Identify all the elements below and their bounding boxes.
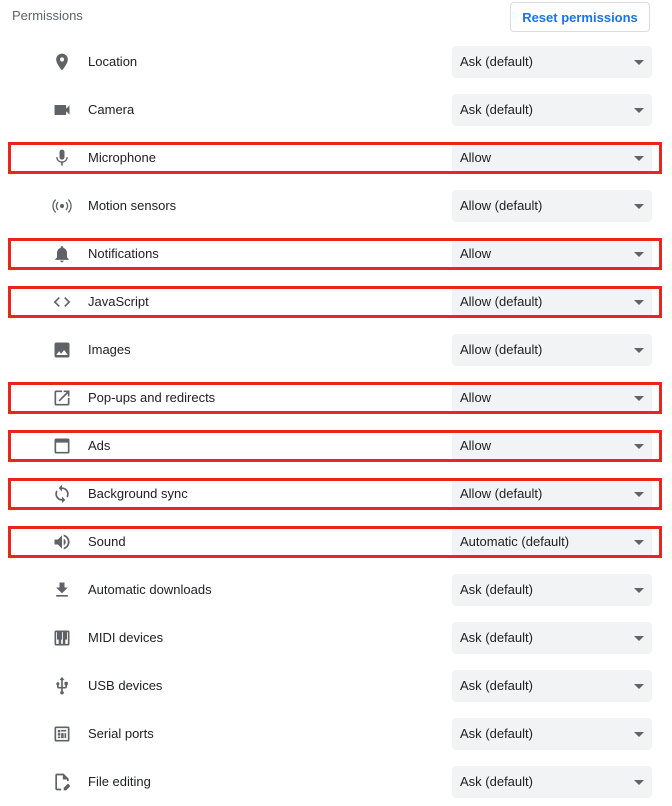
- permission-select-value: Allow: [460, 246, 492, 261]
- permission-label: MIDI devices: [88, 630, 164, 645]
- permission-select-background-sync[interactable]: [452, 478, 652, 510]
- bell-icon: [50, 242, 74, 266]
- microphone-icon: [50, 146, 74, 170]
- code-brackets-icon: [50, 290, 74, 314]
- permission-select-value: Allow (default): [460, 342, 543, 357]
- permission-row-javascript: [0, 278, 672, 326]
- permission-label: Notifications: [88, 246, 159, 261]
- permission-select-value: Allow: [460, 438, 492, 453]
- sync-icon: [50, 482, 74, 506]
- location-pin-icon: [50, 50, 74, 74]
- permission-select-value: Ask (default): [460, 54, 533, 69]
- permission-select-automatic-downloads[interactable]: [452, 574, 652, 606]
- permission-select-usb-devices[interactable]: [452, 670, 652, 702]
- permission-row-sound: [0, 518, 672, 566]
- chevron-down-icon: [634, 396, 644, 401]
- file-edit-icon: [50, 770, 74, 794]
- permission-label: Location: [88, 54, 138, 69]
- permission-select-value: Ask (default): [460, 678, 533, 693]
- permission-label: Microphone: [88, 150, 156, 165]
- chevron-down-icon: [634, 348, 644, 353]
- permission-select-javascript[interactable]: [452, 286, 652, 318]
- permission-select-value: Automatic (default): [460, 534, 570, 549]
- usb-icon: [50, 674, 74, 698]
- chevron-down-icon: [634, 156, 644, 161]
- permission-label: Camera: [88, 102, 135, 117]
- permission-select-location[interactable]: [452, 46, 652, 78]
- permission-label: Serial ports: [88, 726, 154, 741]
- chevron-down-icon: [634, 204, 644, 209]
- permission-label: JavaScript: [88, 294, 149, 309]
- permission-row-location: [0, 38, 672, 86]
- motion-sensors-icon: [50, 194, 74, 218]
- permission-select-value: Ask (default): [460, 774, 533, 789]
- permission-label: USB devices: [88, 678, 163, 693]
- download-icon: [50, 578, 74, 602]
- permission-select-midi-devices[interactable]: [452, 622, 652, 654]
- permission-label: Background sync: [88, 486, 188, 501]
- permission-label: Ads: [88, 438, 111, 453]
- permission-select-motion-sensors[interactable]: [452, 190, 652, 222]
- permission-select-value: Allow (default): [460, 486, 543, 501]
- permission-label: Images: [88, 342, 131, 357]
- chevron-down-icon: [634, 492, 644, 497]
- permission-select-serial-ports[interactable]: [452, 718, 652, 750]
- permission-select-value: Ask (default): [460, 630, 533, 645]
- permission-select-pop-ups-and-redirects[interactable]: [452, 382, 652, 414]
- permission-select-ads[interactable]: [452, 430, 652, 462]
- permission-label: Motion sensors: [88, 198, 177, 213]
- permission-row-motion-sensors: [0, 182, 672, 230]
- permission-label: Sound: [88, 534, 126, 549]
- permission-select-microphone[interactable]: [452, 142, 652, 174]
- chevron-down-icon: [634, 636, 644, 641]
- camera-icon: [50, 98, 74, 122]
- chevron-down-icon: [634, 732, 644, 737]
- permission-label: File editing: [88, 774, 151, 789]
- chevron-down-icon: [634, 300, 644, 305]
- chevron-down-icon: [634, 588, 644, 593]
- permission-row-midi-devices: [0, 614, 672, 662]
- permission-select-sound[interactable]: [452, 526, 652, 558]
- permission-row-background-sync: [0, 470, 672, 518]
- reset-permissions-button[interactable]: Reset permissions: [510, 2, 650, 32]
- permission-row-automatic-downloads: [0, 566, 672, 614]
- permission-row-file-editing: [0, 758, 672, 806]
- image-icon: [50, 338, 74, 362]
- serial-port-icon: [50, 722, 74, 746]
- permission-select-file-editing[interactable]: [452, 766, 652, 798]
- permission-select-camera[interactable]: [452, 94, 652, 126]
- chevron-down-icon: [634, 60, 644, 65]
- chevron-down-icon: [634, 108, 644, 113]
- permission-row-images: [0, 326, 672, 374]
- permission-row-serial-ports: [0, 710, 672, 758]
- permission-row-notifications: [0, 230, 672, 278]
- permission-select-images[interactable]: [452, 334, 652, 366]
- permission-select-value: Allow (default): [460, 198, 543, 213]
- permission-select-value: Ask (default): [460, 102, 533, 117]
- piano-keys-icon: [50, 626, 74, 650]
- chevron-down-icon: [634, 540, 644, 545]
- permission-row-microphone: [0, 134, 672, 182]
- permission-select-value: Allow (default): [460, 294, 543, 309]
- permission-label: Automatic downloads: [88, 582, 212, 597]
- permission-select-value: Ask (default): [460, 582, 533, 597]
- permission-select-value: Allow: [460, 390, 492, 405]
- permission-row-ads: [0, 422, 672, 470]
- chevron-down-icon: [634, 780, 644, 785]
- window-icon: [50, 434, 74, 458]
- permission-select-notifications[interactable]: [452, 238, 652, 270]
- chevron-down-icon: [634, 252, 644, 257]
- chevron-down-icon: [634, 684, 644, 689]
- open-external-icon: [50, 386, 74, 410]
- permission-row-usb-devices: [0, 662, 672, 710]
- permission-row-camera: [0, 86, 672, 134]
- permission-row-pop-ups-and-redirects: [0, 374, 672, 422]
- section-title: Permissions: [12, 8, 83, 23]
- chevron-down-icon: [634, 444, 644, 449]
- permission-select-value: Allow: [460, 150, 492, 165]
- permission-label: Pop-ups and redirects: [88, 390, 216, 405]
- permission-select-value: Ask (default): [460, 726, 533, 741]
- speaker-icon: [50, 530, 74, 554]
